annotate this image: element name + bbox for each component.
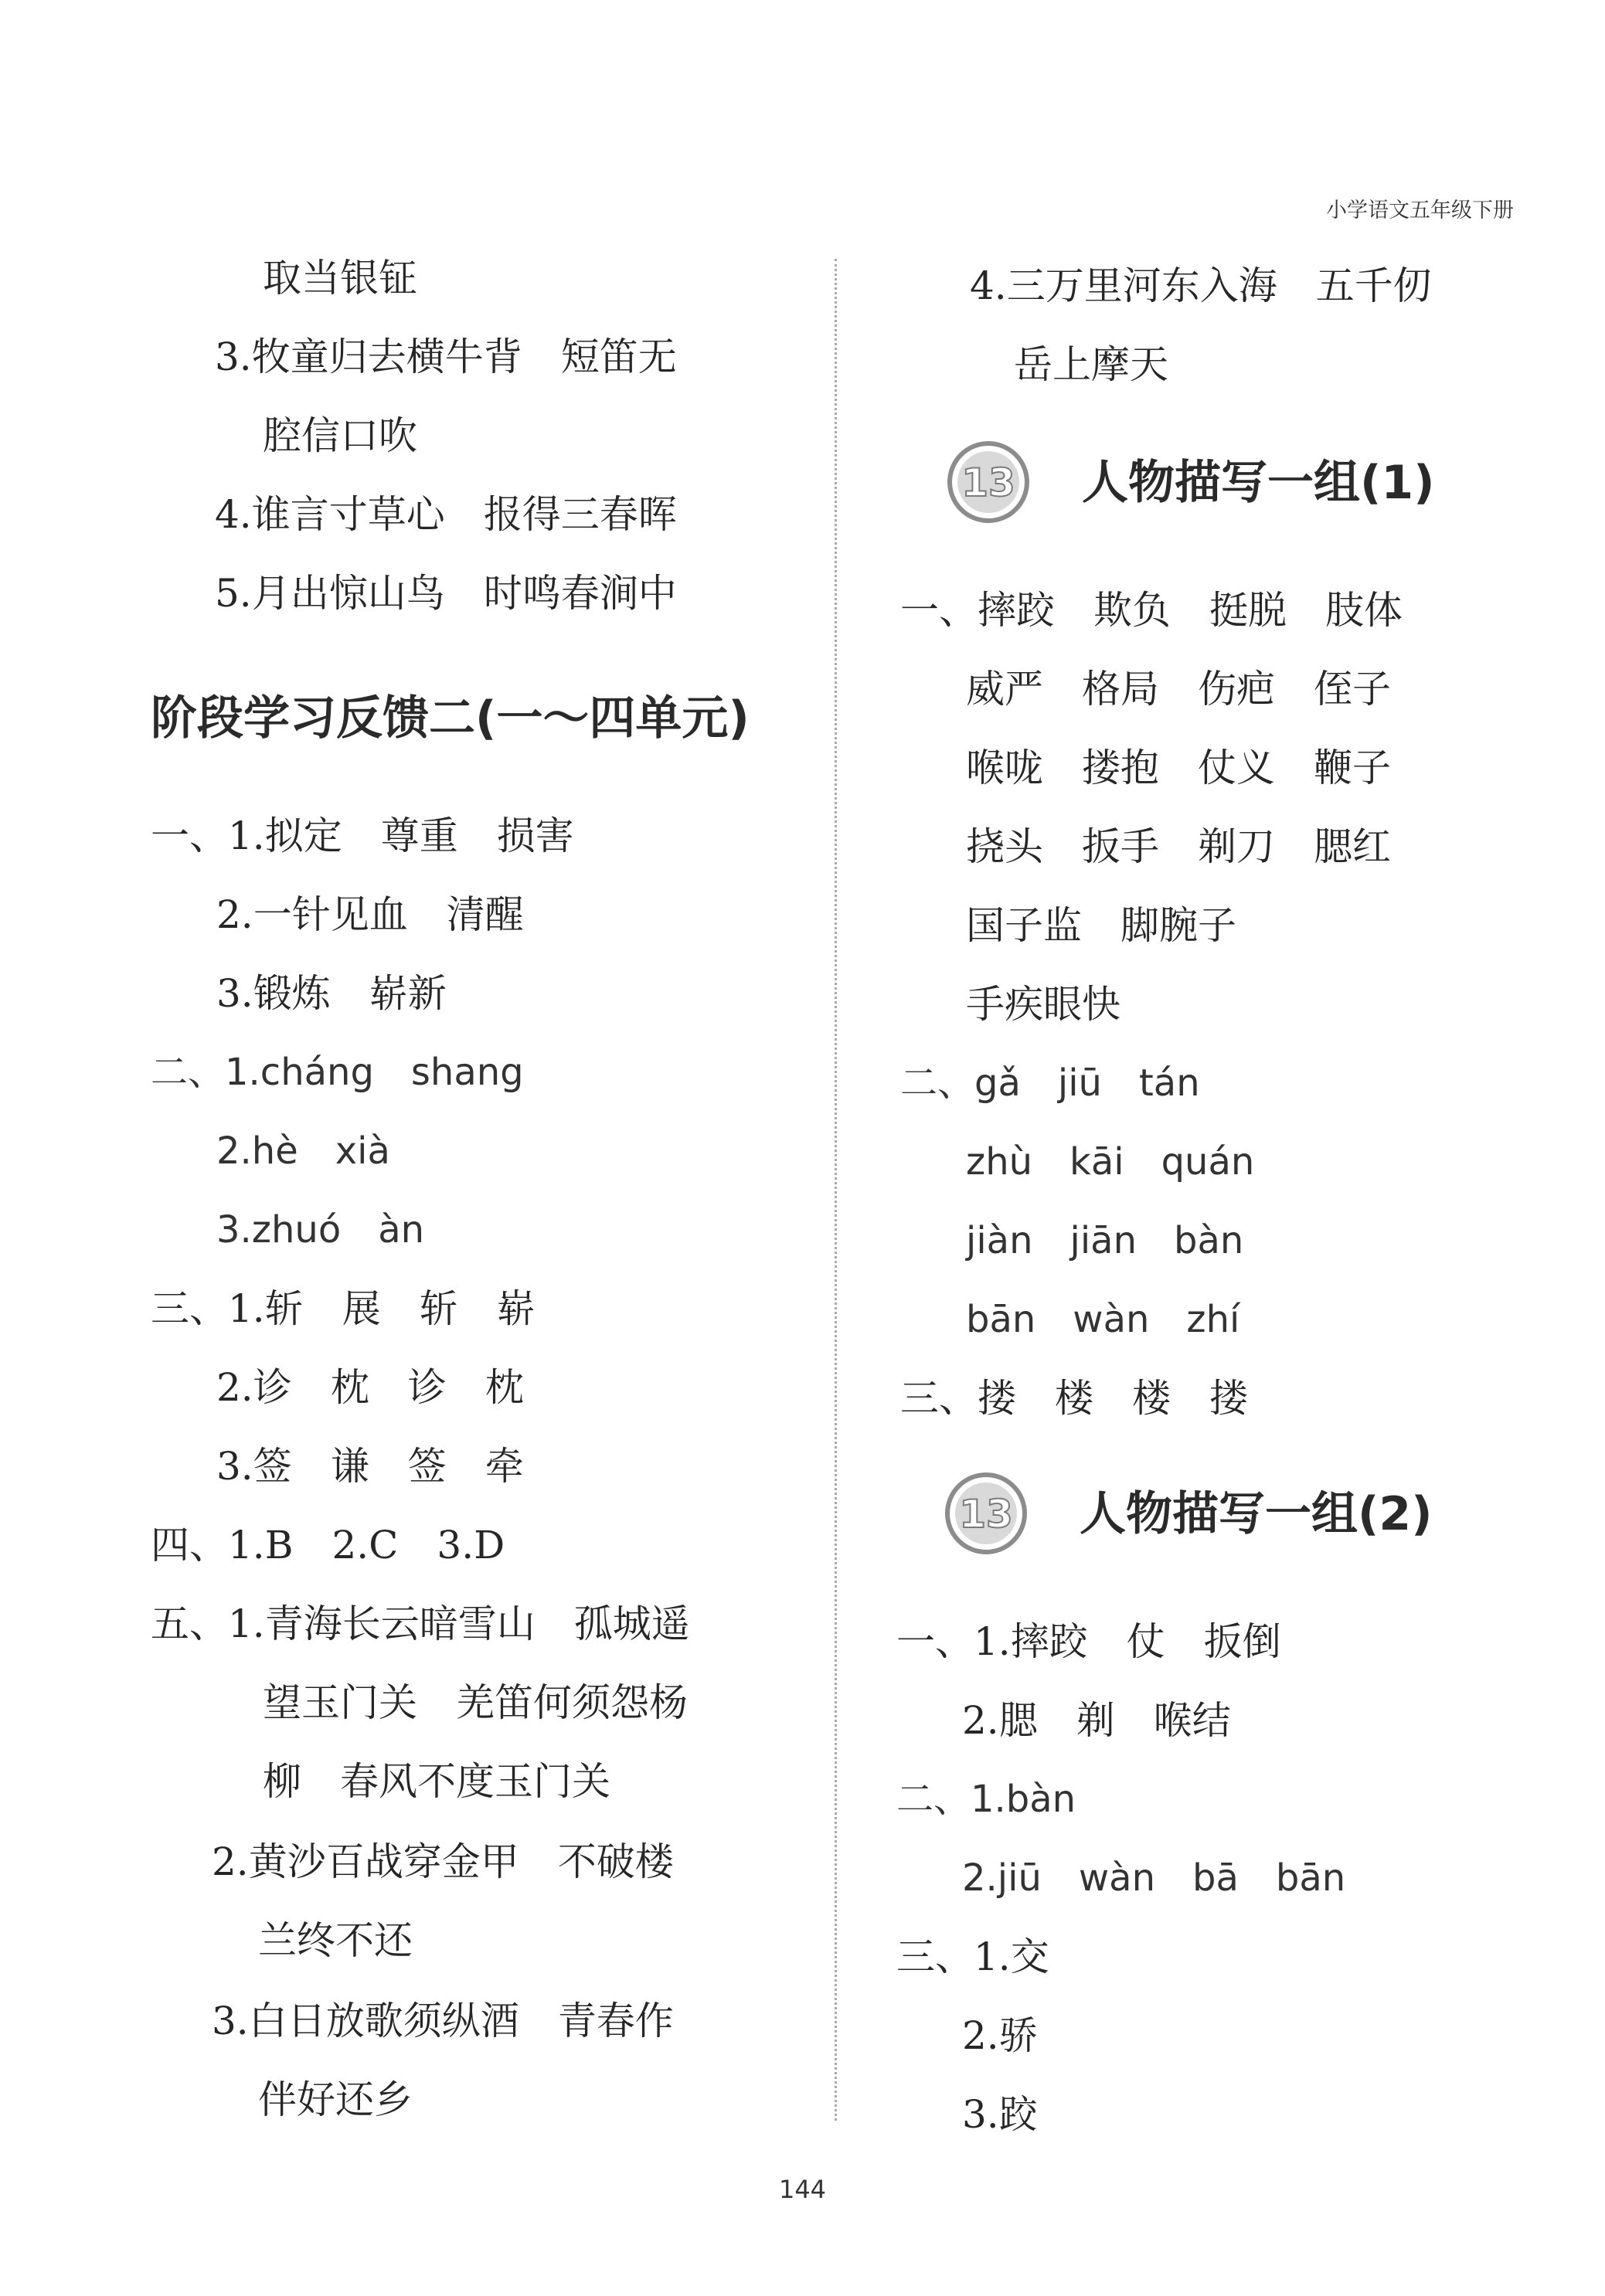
answer-line: 取当银钲	[263, 256, 417, 301]
answer-line: 3.牧童归去横牛背 短笛无	[215, 335, 677, 379]
answer-line: 五、1.青海长云暗雪山 孤城遥	[151, 1601, 690, 1646]
answer-line: 一、1.摔跤 仗 扳倒	[896, 1619, 1281, 1664]
answer-line: 3.签 谦 签 牵	[216, 1444, 524, 1489]
answer-line: 喉咙 搂抱 仗义 鞭子	[966, 746, 1391, 790]
pinyin-answer-line: jiàn jiān bàn	[966, 1219, 1244, 1262]
answer-line: 5.月出惊山鸟 时鸣春涧中	[215, 571, 677, 616]
answer-line: 2.黄沙百战穿金甲 不破楼	[212, 1839, 674, 1884]
answer-line: 岳上摩天	[1014, 342, 1168, 387]
answer-line: 一、1.拟定 尊重 损害	[151, 813, 574, 858]
lesson-number-badge	[947, 440, 1030, 524]
book-title-header: 小学语文五年级下册	[1326, 199, 1514, 222]
pinyin-answer-line: 二、1.bàn	[896, 1778, 1076, 1821]
column-divider	[835, 259, 837, 2121]
pinyin-answer-line: 3.zhuó àn	[216, 1208, 425, 1252]
answer-line: 兰终不还	[258, 1918, 413, 1963]
answer-line: 2.骄	[962, 2013, 1038, 2058]
pinyin-answer-line: 2.hè xià	[216, 1129, 390, 1173]
answer-line: 挠头 扳手 剃刀 腮红	[966, 824, 1391, 869]
answer-line: 2.一针见血 清醒	[216, 892, 524, 937]
answer-line: 2.腮 剃 喉结	[962, 1698, 1231, 1743]
answer-line: 腔信口吹	[263, 413, 417, 458]
pinyin-answer-line: bān wàn zhí	[966, 1298, 1240, 1341]
answer-line: 3.跤	[962, 2092, 1038, 2137]
pinyin-answer-line: 二、1.cháng shang	[151, 1051, 524, 1094]
pinyin-answer-line: zhù kāi quán	[966, 1140, 1255, 1184]
answer-line: 2.诊 枕 诊 枕	[216, 1365, 524, 1410]
pinyin-answer-line: 二、gǎ jiū tán	[900, 1061, 1200, 1105]
answer-line: 三、1.斩 展 斩 崭	[151, 1286, 536, 1331]
lesson-number-badge	[944, 1472, 1028, 1555]
lesson-title: 人物描写一组(1)	[1082, 456, 1435, 510]
answer-line: 四、1.B 2.C 3.D	[151, 1523, 505, 1567]
lesson-title: 人物描写一组(2)	[1080, 1487, 1433, 1541]
answer-line: 3.锻炼 崭新	[216, 971, 447, 1016]
badge-number: 13	[961, 460, 1015, 505]
answer-line: 4.三万里河东入海 五千仞	[970, 263, 1432, 308]
answer-line: 国子监 脚腕子	[966, 903, 1236, 948]
page-number: 144	[778, 2175, 827, 2204]
answer-line: 柳 春风不度玉门关	[263, 1759, 610, 1804]
answer-line: 一、摔跤 欺负 挺脱 肢体	[900, 588, 1403, 633]
answer-line: 望玉门关 羌笛何须怨杨	[263, 1680, 688, 1725]
answer-line: 三、1.交	[896, 1934, 1049, 1979]
pinyin-answer-line: 2.jiū wàn bā bān	[962, 1856, 1346, 1900]
answer-line: 3.白日放歌须纵酒 青春作	[212, 1999, 674, 2043]
answer-line: 威严 格局 伤疤 侄子	[966, 667, 1391, 712]
section-title: 阶段学习反馈二(一～四单元)	[151, 691, 750, 746]
badge-number: 13	[959, 1492, 1013, 1537]
answer-line: 三、搂 楼 楼 搂	[900, 1376, 1248, 1421]
answer-line: 4.谁言寸草心 报得三春晖	[215, 492, 677, 537]
answer-line: 伴好还乡	[258, 2077, 413, 2122]
answer-line: 手疾眼快	[966, 982, 1120, 1027]
